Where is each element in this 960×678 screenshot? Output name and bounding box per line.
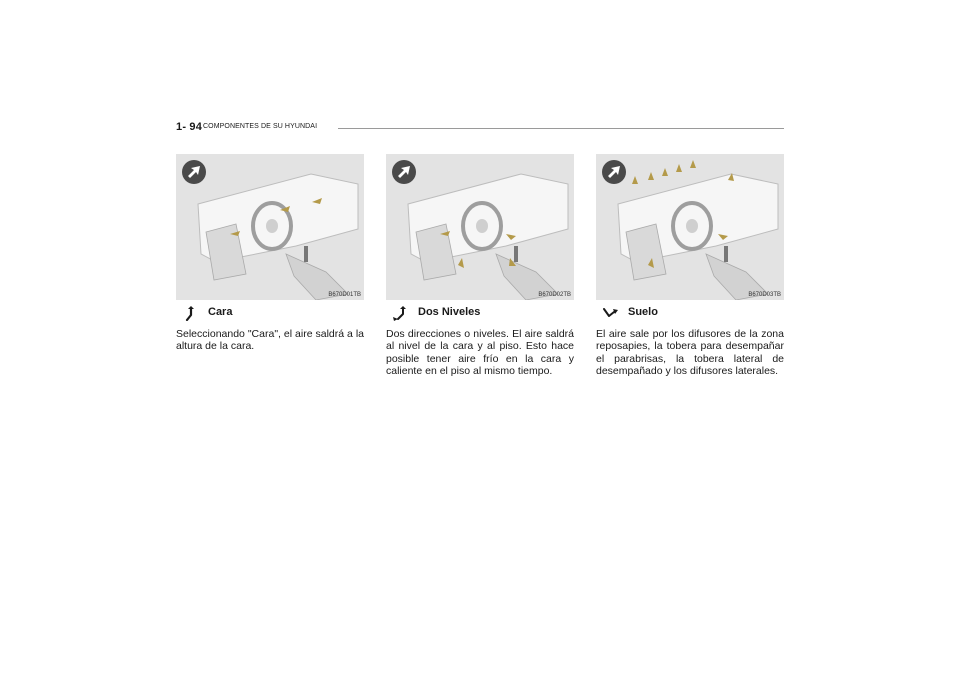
face-vent-mode-icon [182,305,198,321]
mode-heading [176,303,364,323]
dashboard-figure-floor [596,154,784,300]
page-number: 1- 94 [176,121,203,133]
dashboard-illustration [176,154,364,300]
mode-label: Dos Niveles [418,306,481,318]
dashboard-illustration [386,154,574,300]
dashboard-figure-bilevel [386,154,574,300]
mode-heading [386,303,574,323]
dashboard-figure-face [176,154,364,300]
section-title: COMPONENTES DE SU HYUNDAI [203,123,318,130]
mode-description: Seleccionando "Cara", el aire saldrá a la altura de la cara. [176,328,364,353]
mode-description: El aire sale por los difusores de la zona reposapies, la tobera para desempañar el parabrisas, la tobera lateral de desempañado y los difusores laterales. [596,328,784,378]
mode-heading [596,303,784,323]
dashboard-illustration [596,154,784,300]
mode-label: Suelo [628,306,658,318]
figure-code: B670D02TB [538,292,571,298]
header-rule [338,128,784,129]
floor-mode-icon [602,305,618,321]
mode-column-floor [596,154,784,378]
mode-column-bilevel [386,154,574,378]
mode-description: Dos direcciones o niveles. El aire saldrá al nivel de la cara y al piso. Esto hace posible tener aire frío en la cara y caliente en el piso al mismo tiempo. [386,328,574,378]
figure-code: B670D03TB [748,292,781,298]
mode-column-face [176,154,364,353]
bi-level-mode-icon [392,305,408,321]
figure-code: B670D01TB [328,292,361,298]
mode-label: Cara [208,306,233,318]
page-header [176,121,784,135]
